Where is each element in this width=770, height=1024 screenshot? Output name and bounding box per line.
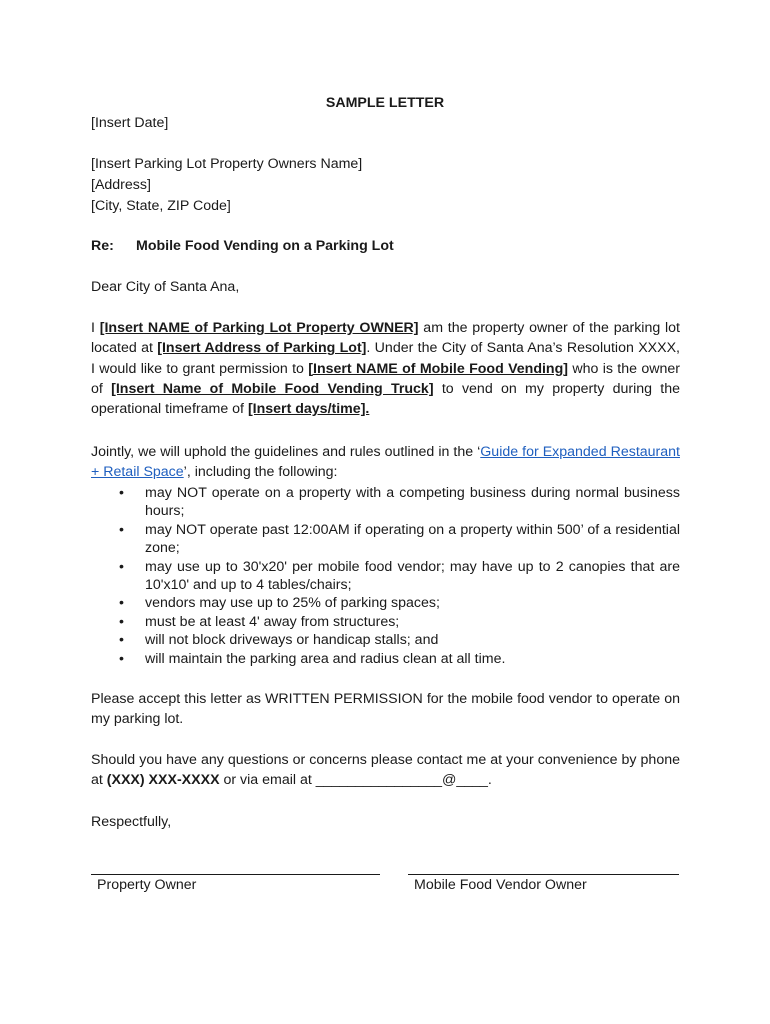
- bullet-icon: •: [119, 595, 124, 612]
- bullet-icon: •: [119, 521, 124, 538]
- page-title: SAMPLE LETTER: [325, 95, 445, 111]
- days-time-placeholder: [Insert days/time].: [247, 401, 370, 418]
- guidelines-paragraph: [91, 442, 680, 483]
- bullet-icon: •: [119, 558, 124, 575]
- recipient-name: [Insert Parking Lot Property Owners Name]: [91, 156, 363, 172]
- written-permission-paragraph: Please accept this letter as WRITTEN PERMISSION for the mobile food vendor to operate on my parking lot.: [91, 691, 680, 728]
- list-item: [91, 521, 680, 558]
- owner-name-placeholder: [Insert NAME of Parking Lot Property OWNER]: [99, 320, 419, 336]
- rule-text: may NOT operate on a property with a competing business during normal business hours;: [145, 485, 680, 520]
- paragraph-text: Should you have any questions or concerns please contact me at your convenience by phone at: [91, 752, 680, 789]
- permission-paragraph: [91, 318, 680, 419]
- paragraph-text: ’, including the following:: [183, 464, 338, 481]
- rule-text: vendors may use up to 25% of parking spaces;: [145, 595, 440, 612]
- list-item: [91, 594, 680, 612]
- salutation: Dear City of Santa Ana,: [91, 279, 240, 295]
- rule-text: may use up to 30'x20' per mobile food vendor; may have up to 2 canopies that are 10'x10' and up to 4 tables/chairs;: [145, 558, 680, 594]
- property-owner-label: Property Owner: [97, 877, 197, 893]
- phone-placeholder: (XXX) XXX-XXXX: [106, 772, 220, 789]
- rule-text: will not block driveways or handicap stalls; and: [145, 632, 439, 649]
- paragraph-text: am the property owner of the parking lot located at: [91, 320, 680, 357]
- recipient-city-state-zip: [City, State, ZIP Code]: [91, 198, 231, 214]
- list-item: [91, 484, 680, 521]
- bullet-icon: •: [119, 632, 124, 649]
- rule-text: may NOT operate past 12:00AM if operating on a property within 500’ of a residential zone;: [145, 521, 680, 557]
- date-field: [Insert Date]: [91, 115, 169, 131]
- list-item: [91, 631, 680, 649]
- bullet-icon: •: [119, 485, 124, 501]
- rule-text: must be at least 4' away from structures;: [145, 613, 400, 630]
- paragraph-text: I: [91, 320, 100, 336]
- vendor-owner-label: Mobile Food Vendor Owner: [414, 877, 587, 893]
- bullet-icon: •: [119, 650, 124, 667]
- list-item: [91, 613, 680, 631]
- paragraph-text: . Under the City of Santa Ana’s Resolution XXXX, I would like to grant permission to: [91, 340, 680, 377]
- contact-paragraph: [91, 750, 680, 791]
- paragraph-text: Jointly, we will uphold the guidelines and rules outlined in the ‘: [91, 444, 481, 460]
- lot-address-placeholder: [Insert Address of Parking Lot]: [157, 340, 367, 357]
- recipient-address: [Address]: [91, 177, 151, 193]
- re-subject: Mobile Food Vending on a Parking Lot: [136, 238, 394, 254]
- re-label: Re:: [91, 238, 114, 254]
- rule-text: will maintain the parking area and radius clean at all time.: [145, 650, 506, 667]
- guide-link[interactable]: Guide for Expanded Restaurant + Retail Space: [91, 444, 680, 481]
- paragraph-text: or via email at ________________@____.: [219, 772, 492, 789]
- list-item: [91, 650, 680, 668]
- vendor-name-placeholder: [Insert NAME of Mobile Food Vending]: [308, 360, 568, 377]
- rules-list: [91, 484, 680, 668]
- paragraph-text: who is the owner of: [91, 360, 680, 397]
- bullet-icon: •: [119, 613, 124, 630]
- closing: Respectfully,: [91, 814, 172, 830]
- paragraph-text: to vend on my property during the operational timeframe of: [91, 380, 681, 418]
- truck-name-placeholder: [Insert Name of Mobile Food Vending Truck]: [111, 380, 434, 397]
- list-item: [91, 558, 680, 595]
